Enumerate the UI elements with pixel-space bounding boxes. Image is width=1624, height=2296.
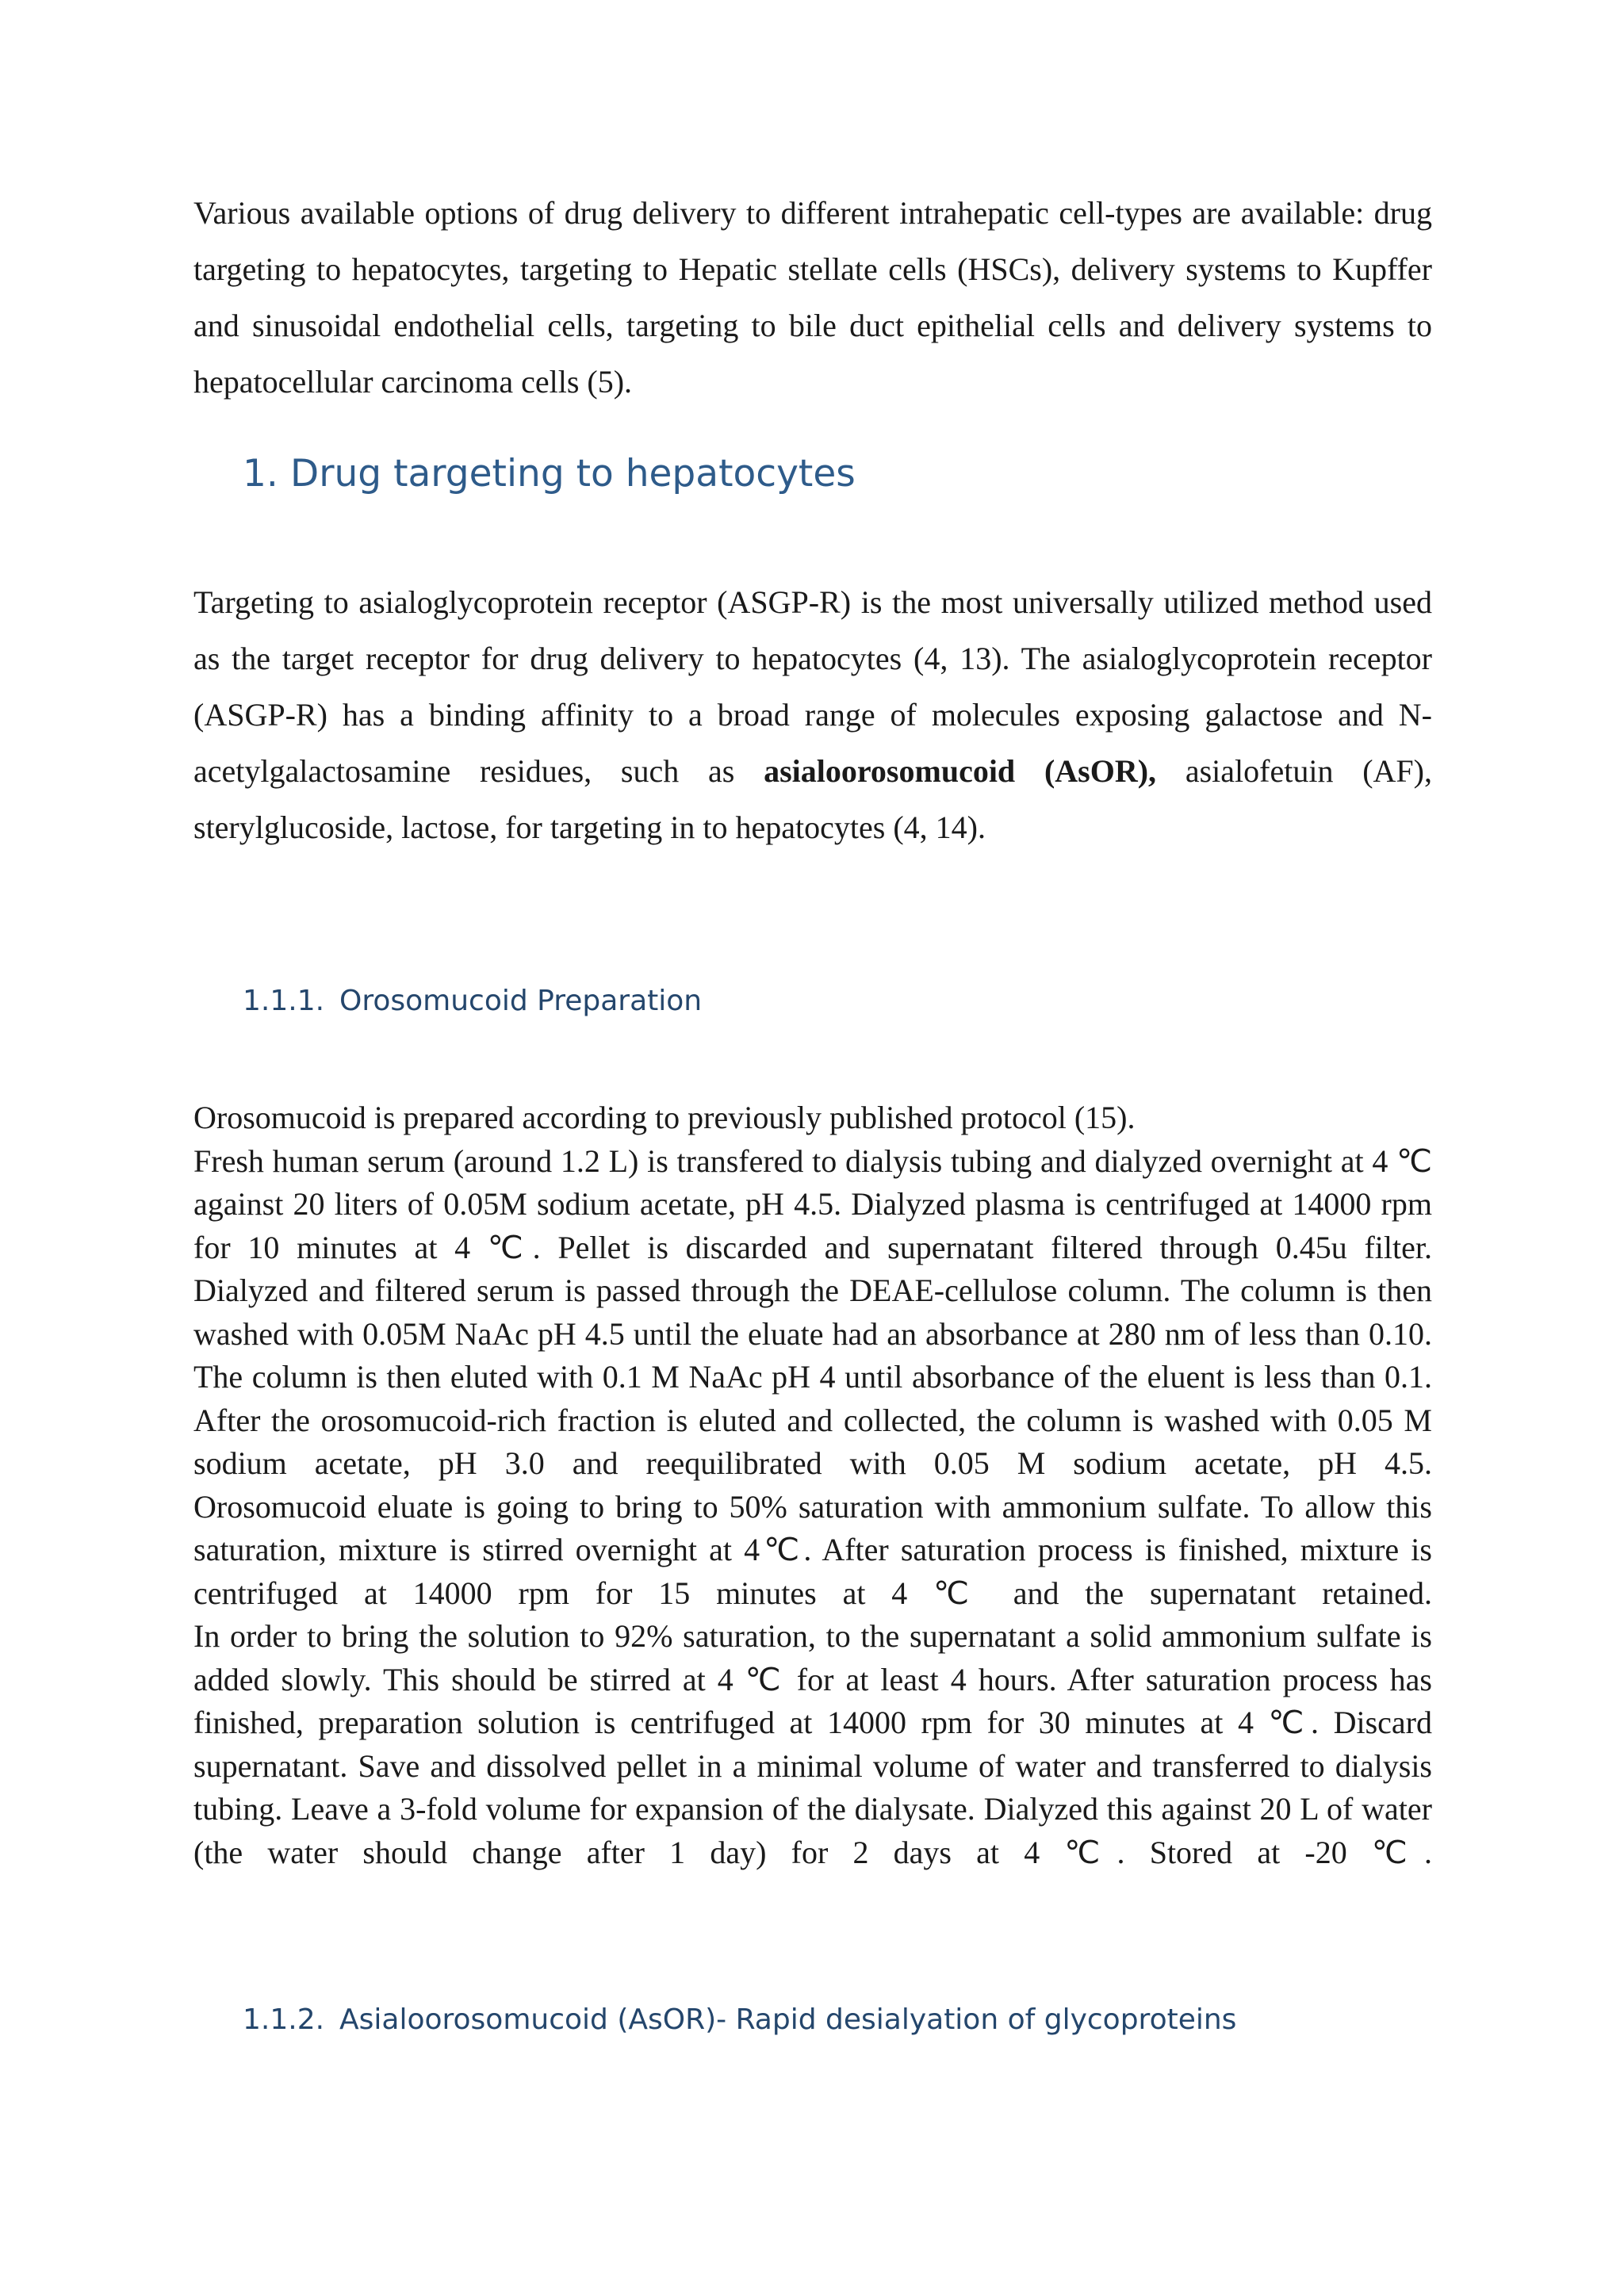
section-1-paragraph-text: Targeting to asialoglycoprotein receptor (ASGP-R) is the most universally utilized method used as the target receptor for drug delivery to hepatocytes (4, 13). The asialoglycoprotein receptor (ASGP-R) has a binding affinity to a broad range of molecules exposing galactose and N-acetylgalactosamine residues, such as: [193, 584, 1432, 789]
section-1-1-2-heading: [243, 2003, 1236, 2036]
asor-bold-term: asialoorosomucoid (AsOR),: [764, 753, 1157, 789]
protocol-intro-line: Orosomucoid is prepared according to previously published protocol (15).: [193, 1100, 1136, 1135]
section-1-number: 1.: [243, 452, 278, 496]
section-1-paragraph-tail: asialofetuin (AF), sterylglucoside, lactose, for targeting in to hepatocytes (4, 14).: [193, 753, 1432, 845]
protocol-paragraph-3: Orosomucoid eluate is going to bring to 50% saturation with ammonium sulfate. To allow this saturation, mixture is stirred overnight at 4℃. After saturation process is finished, mixture is centrifuged at 14000 rpm for 15 minutes at 4 ℃ and the supernatant retained.: [193, 1488, 1432, 1611]
section-1-1-2-title: Asialoorosomucoid (AsOR)- Rapid desialyation of glycoproteins: [339, 2003, 1237, 2036]
protocol-paragraph-1: Fresh human serum (around 1.2 L) is transfered to dialysis tubing and dialyzed overnight at 4 ℃ against 20 liters of 0.05M sodium acetate, pH 4.5. Dialyzed plasma is centrifuged at 14000 rpm for 10 minutes at 4 ℃. Pellet is discarded and supernatant filtered through 0.45u filter.: [193, 1142, 1432, 1265]
section-1-1-1-body: [193, 1096, 1432, 1874]
intro-paragraph: Various available options of drug delivery to different intrahepatic cell-types are available: drug targeting to hepatocytes, targeting to Hepatic stellate cells (HSCs), delivery systems to Kupffer and sinusoidal endothelial cells, targeting to bile duct epithelial cells and delivery systems to hepatocellular carcinoma cells (5).: [193, 195, 1432, 400]
section-1-heading: [243, 452, 856, 496]
protocol-paragraph-4: In order to bring the solution to 92% saturation, to the supernatant a solid ammonium sulfate is added slowly. This should be stirred at 4 ℃ for at least 4 hours. After saturation process has finished, preparation solution is centrifuged at 14000 rpm for 30 minutes at 4 ℃. Discard supernatant. Save and dissolved pellet in a minimal volume of water and transferred to dialysis tubing. Leave a 3-fold volume for expansion of the dialysate. Dialyzed this against 20 L of water (the water should change after 1 day) for 2 days at 4 ℃. Stored at -20 ℃.: [193, 1618, 1432, 1870]
section-1-title: Drug targeting to hepatocytes: [290, 452, 856, 496]
section-1-1-2-number: 1.1.2.: [243, 2003, 325, 2036]
section-1-paragraph: [193, 574, 1432, 855]
section-1-1-1-number: 1.1.1.: [243, 985, 325, 1017]
protocol-paragraph-2: Dialyzed and filtered serum is passed through the DEAE-cellulose column. The column is then washed with 0.05M NaAc pH 4.5 until the eluate had an absorbance at 280 nm of less than 0.10. The column is then eluted with 0.1 M NaAc pH 4 until absorbance of the eluent is less than 0.1. After the orosomucoid-rich fraction is eluted and collected, the column is washed with 0.05 M sodium acetate, pH 3.0 and reequilibrated with 0.05 M sodium acetate, pH 4.5.: [193, 1272, 1432, 1481]
section-1-1-1-heading: [243, 985, 702, 1017]
section-1-1-1-title: Orosomucoid Preparation: [339, 985, 703, 1017]
